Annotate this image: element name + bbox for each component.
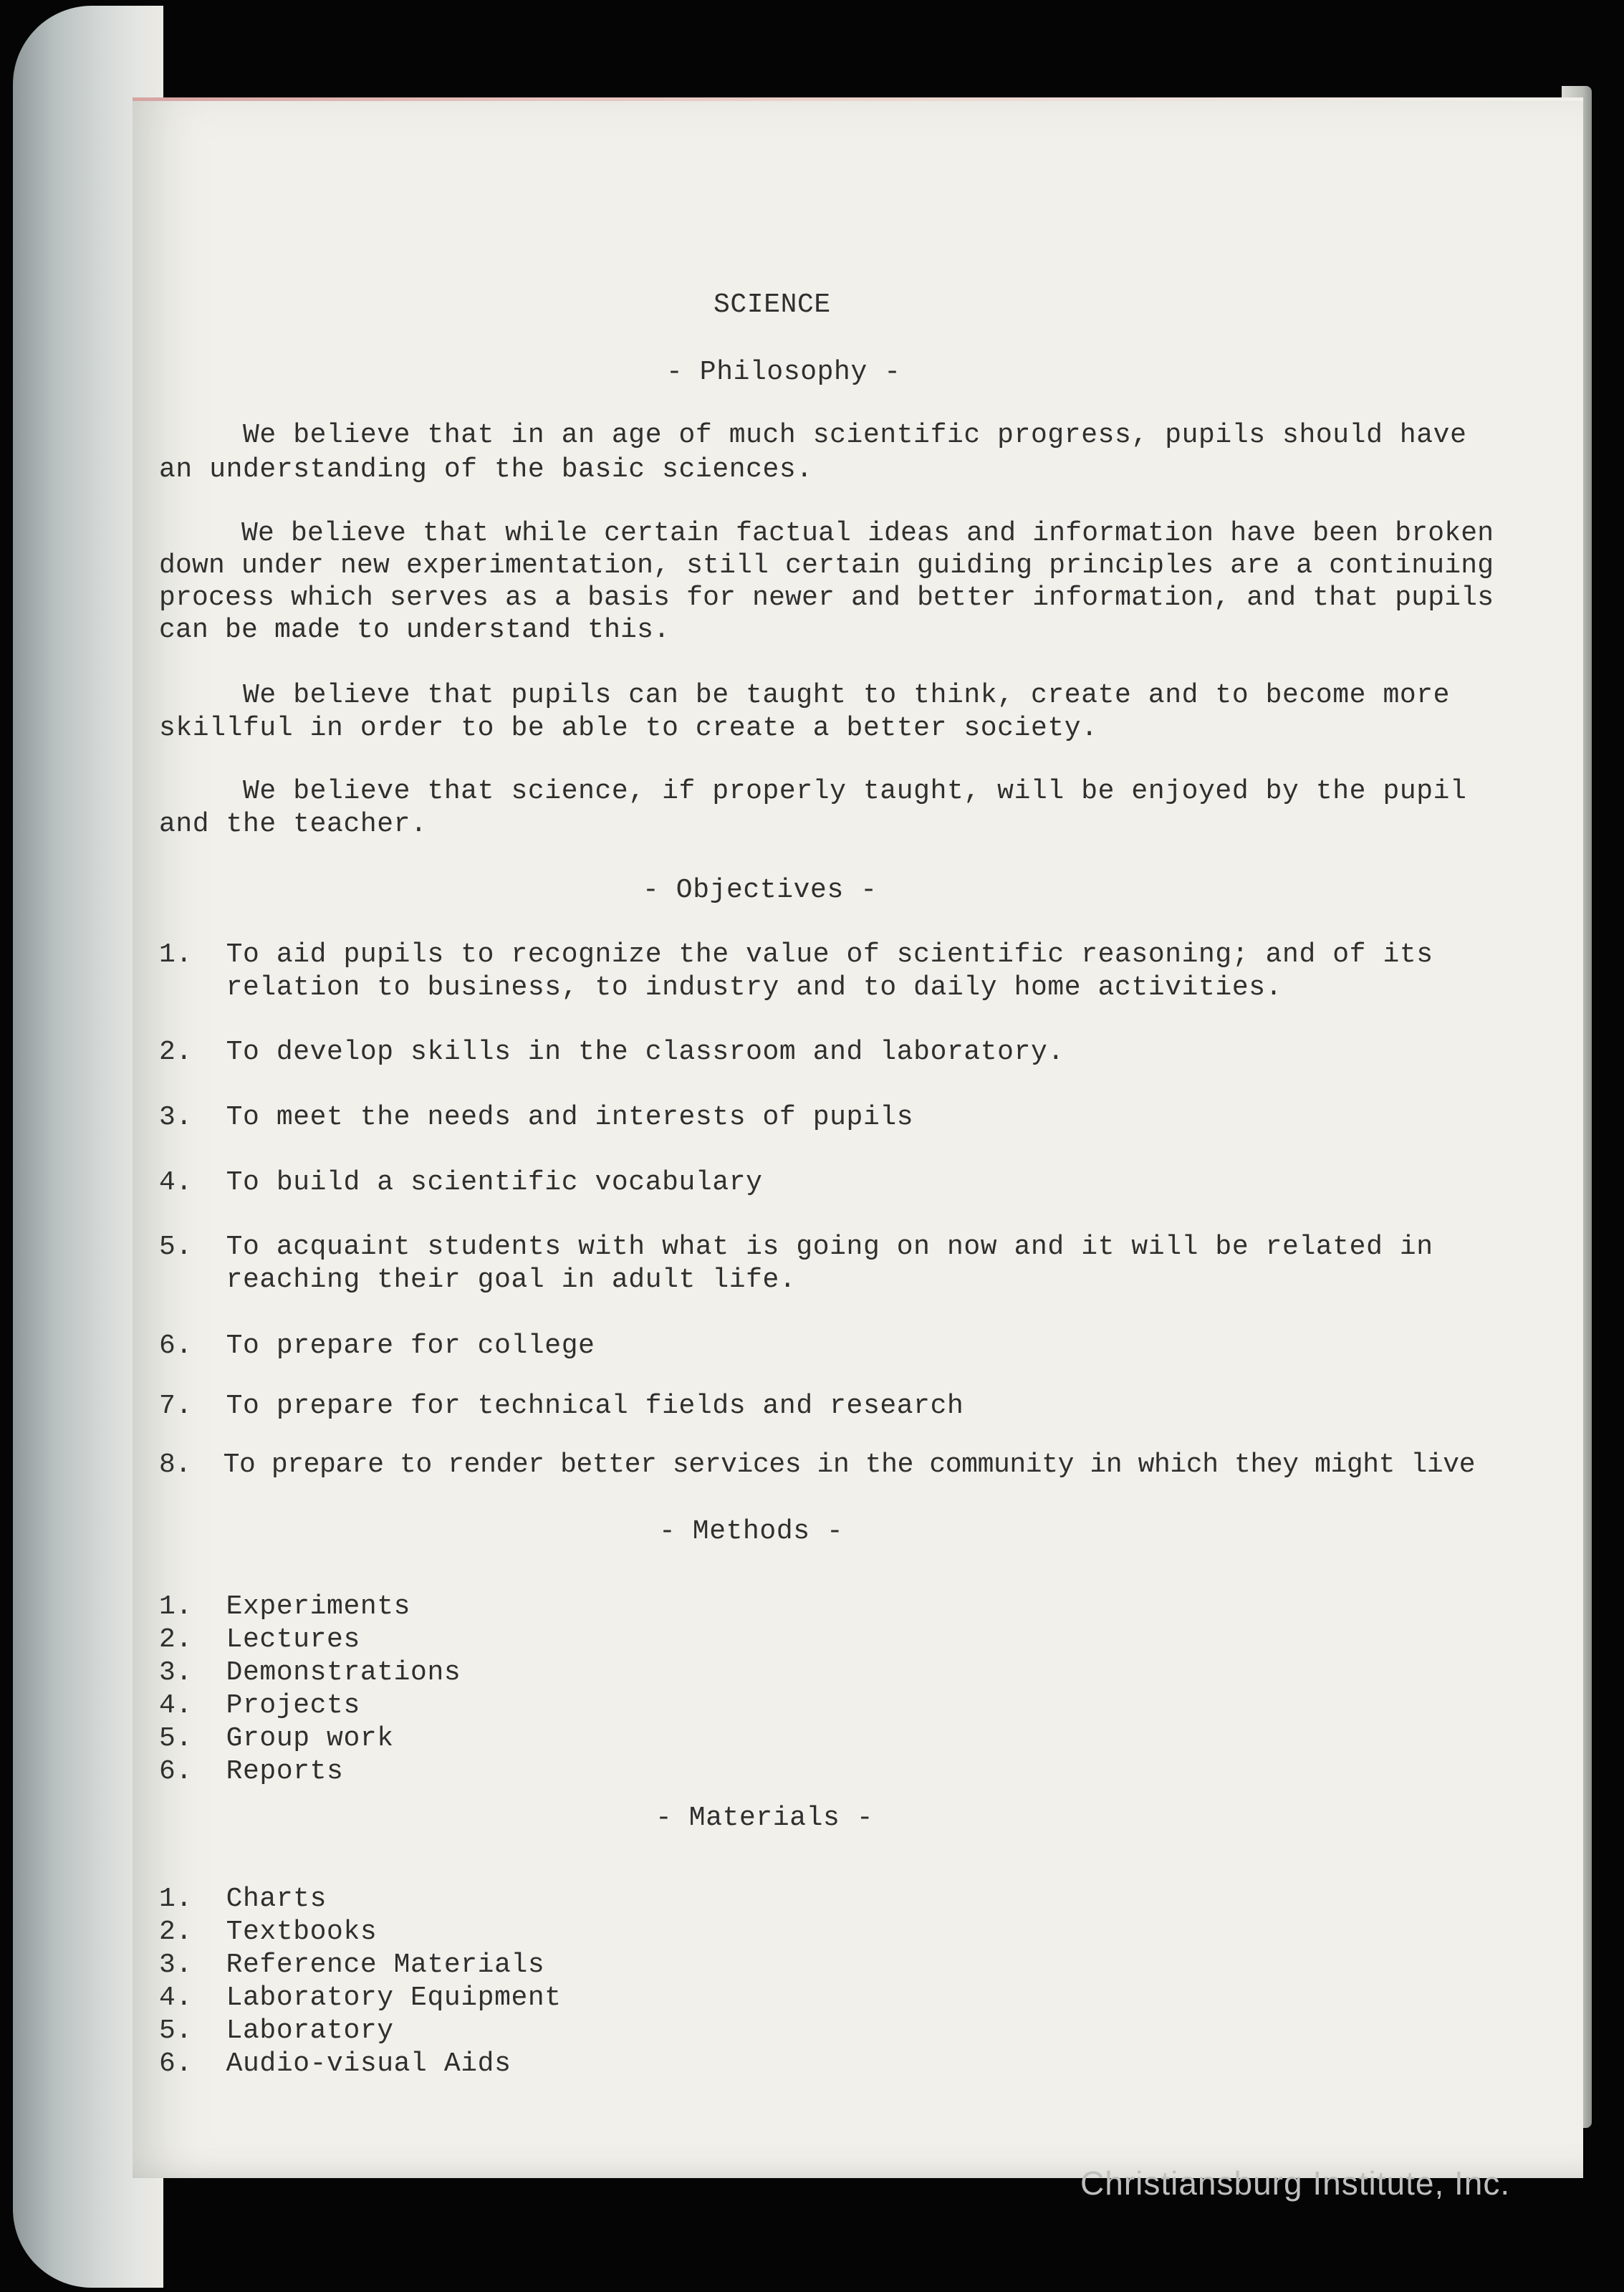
philosophy-paragraph-4-line-2: and the teacher. — [159, 809, 428, 840]
material-item-6: 6. Audio-visual Aids — [159, 2048, 511, 2079]
philosophy-paragraph-2-line-3: process which serves as a basis for newer and better information, and that pupils — [159, 582, 1494, 613]
document-page — [133, 100, 1583, 2178]
philosophy-paragraph-2-line-1: We believe that while certain factual ideas and information have been broken — [159, 518, 1494, 549]
material-item-4: 4. Laboratory Equipment — [159, 1982, 562, 2013]
method-item-2: 2. Lectures — [159, 1624, 360, 1655]
method-item-4: 4. Projects — [159, 1690, 360, 1721]
philosophy-heading: - Philosophy - — [666, 357, 901, 388]
objective-item-4: 4. To build a scientific vocabulary — [159, 1167, 763, 1198]
objective-item-1-line-2: relation to business, to industry and to daily home activities. — [159, 972, 1283, 1003]
philosophy-paragraph-1-line-1: We believe that in an age of much scientific progress, pupils should have — [159, 420, 1467, 451]
method-item-6: 6. Reports — [159, 1756, 344, 1787]
objective-item-1-line-1: 1. To aid pupils to recognize the value of scientific reasoning; and of its — [159, 939, 1433, 970]
objective-item-2: 2. To develop skills in the classroom and laboratory. — [159, 1037, 1065, 1068]
objective-item-5-line-1: 5. To acquaint students with what is going on now and it will be related in — [159, 1232, 1433, 1262]
archive-watermark: Christiansburg Institute, Inc. — [1080, 2164, 1511, 2202]
materials-heading: - Materials - — [655, 1803, 874, 1833]
method-item-3: 3. Demonstrations — [159, 1657, 461, 1688]
objective-item-8: 8. To prepare to render better services in the community in which they might live — [159, 1449, 1476, 1480]
method-item-1: 1. Experiments — [159, 1591, 411, 1622]
objective-item-5-line-2: reaching their goal in adult life. — [159, 1265, 797, 1295]
objective-item-6: 6. To prepare for college — [159, 1330, 595, 1361]
page-title: SCIENCE — [713, 289, 831, 320]
philosophy-paragraph-2-line-2: down under new experimentation, still certain guiding principles are a continuing — [159, 550, 1494, 581]
philosophy-paragraph-3-line-1: We believe that pupils can be taught to think, create and to become more — [159, 680, 1451, 711]
method-item-5: 5. Group work — [159, 1723, 394, 1754]
philosophy-paragraph-4-line-1: We believe that science, if properly taught, will be enjoyed by the pupil — [159, 776, 1467, 807]
material-item-5: 5. Laboratory — [159, 2015, 394, 2046]
philosophy-paragraph-2-line-4: can be made to understand this. — [159, 615, 671, 646]
objective-item-3: 3. To meet the needs and interests of pupils — [159, 1102, 914, 1133]
philosophy-paragraph-1-line-2: an understanding of the basic sciences. — [159, 454, 813, 485]
page-top-edge — [133, 97, 1583, 101]
material-item-2: 2. Textbooks — [159, 1917, 378, 1947]
methods-heading: - Methods - — [659, 1516, 844, 1547]
objectives-heading: - Objectives - — [643, 875, 878, 906]
material-item-1: 1. Charts — [159, 1884, 327, 1914]
philosophy-paragraph-3-line-2: skillful in order to be able to create a better society. — [159, 713, 1098, 744]
material-item-3: 3. Reference Materials — [159, 1950, 545, 1980]
objective-item-7: 7. To prepare for technical fields and research — [159, 1391, 964, 1421]
